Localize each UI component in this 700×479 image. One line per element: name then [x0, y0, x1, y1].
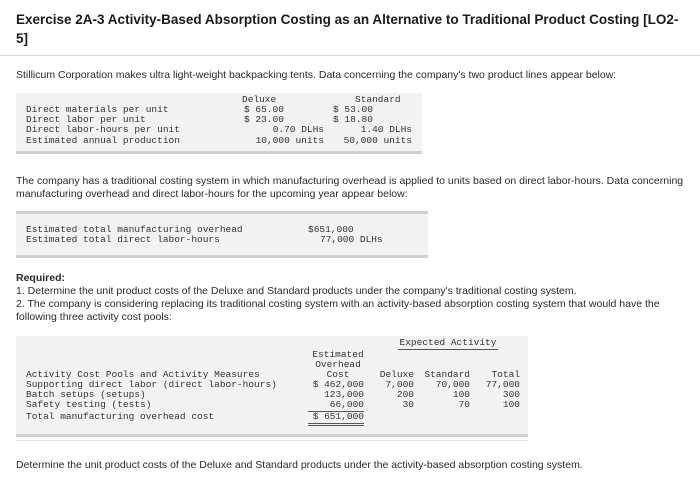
row-label: Direct materials per unit [26, 104, 169, 115]
overhead-cost: 66,000 [308, 400, 364, 412]
required-item-2: 2. The company is considering replacing its traditional costing system with an activity-based absorption costing system that would have the following three activity cost pools: [16, 298, 660, 323]
col-deluxe-header: Deluxe [242, 94, 277, 105]
deluxe-activity: 7,000 [385, 379, 414, 390]
overhead-header-line: Overhead [315, 359, 361, 370]
activity-row-label: Supporting direct labor (direct labor-hours) [26, 379, 277, 390]
activity-row-label: Batch setups (setups) [26, 389, 146, 400]
dlh-value: 77,000 DLHs [320, 234, 383, 245]
row-label: Estimated total direct labor-hours [26, 234, 220, 245]
product-data-table [16, 93, 422, 153]
col-standard-header: Standard [355, 94, 401, 105]
total-overhead-label: Total manufacturing overhead cost [26, 411, 215, 422]
activity-row-label: Safety testing (tests) [26, 399, 152, 410]
table-bottom-bar [16, 255, 428, 258]
col-deluxe-header: Deluxe [379, 369, 414, 380]
required-item-1: 1. Determine the unit product costs of the Deluxe and Standard products under the company's traditional costing system. [16, 285, 577, 297]
total-activity: 77,000 [485, 379, 520, 390]
deluxe-activity: 200 [396, 389, 414, 400]
costing-system-paragraph: The company has a traditional costing system in which manufacturing overhead is applied to units based on direct labor-hours. Data concerning manufacturing overhead and direct labor-hours for the upcoming year appear below: [16, 175, 684, 200]
row-label: Estimated annual production [26, 135, 180, 146]
expected-activity-header: Expected Activity [399, 337, 497, 348]
standard-value: $ 53.00 [333, 104, 373, 115]
standard-activity: 100 [452, 389, 470, 400]
col-total-header: Total [491, 369, 520, 380]
table-shadow-line [16, 440, 528, 441]
standard-value: $ 18.80 [333, 114, 373, 125]
table-bottom-bar [16, 434, 528, 437]
row-label: Direct labor per unit [26, 114, 146, 125]
deluxe-activity: 30 [402, 399, 414, 410]
overhead-cost: 123,000 [324, 389, 364, 400]
col-standard-header: Standard [424, 369, 470, 380]
total-activity: 100 [502, 399, 520, 410]
row-label: Estimated total manufacturing overhead [26, 224, 243, 235]
overhead-value: $651,000 [308, 224, 354, 235]
header-divider [0, 55, 700, 56]
deluxe-value: 10,000 units [255, 135, 324, 146]
deluxe-value: 0.70 DLHs [272, 124, 324, 135]
standard-activity: 70 [458, 399, 470, 410]
deluxe-value: $ 23.00 [244, 114, 284, 125]
activity-header-label: Activity Cost Pools and Activity Measures [26, 369, 260, 380]
standard-activity: 70,000 [435, 379, 470, 390]
footer-instruction: Determine the unit product costs of the Deluxe and Standard products under the activity-based absorption costing system. [16, 459, 583, 471]
overhead-data-table [16, 211, 428, 257]
row-label: Direct labor-hours per unit [26, 124, 180, 135]
table-bottom-bar [16, 151, 422, 154]
standard-value: 1.40 DLHs [360, 124, 412, 135]
standard-value: 50,000 units [343, 135, 412, 146]
overhead-header-line: Cost [326, 369, 350, 380]
total-overhead-cost: $ 651,000 [308, 412, 364, 426]
total-activity: 300 [502, 389, 520, 400]
overhead-cost: $ 462,000 [312, 379, 364, 390]
deluxe-value: $ 65.00 [244, 104, 284, 115]
exercise-title: Exercise 2A-3 Activity-Based Absorption Costing as an Alternative to Traditional Product Costing [LO2-5] [16, 12, 679, 46]
overhead-header-line: Estimated [312, 349, 364, 360]
intro-paragraph: Stillicum Corporation makes ultra light-weight backpacking tents. Data concerning the company's two product lines appear below: [16, 69, 617, 81]
activity-cost-pools-table [16, 336, 528, 438]
required-heading: Required: [16, 272, 66, 284]
table-top-bar [16, 211, 428, 214]
